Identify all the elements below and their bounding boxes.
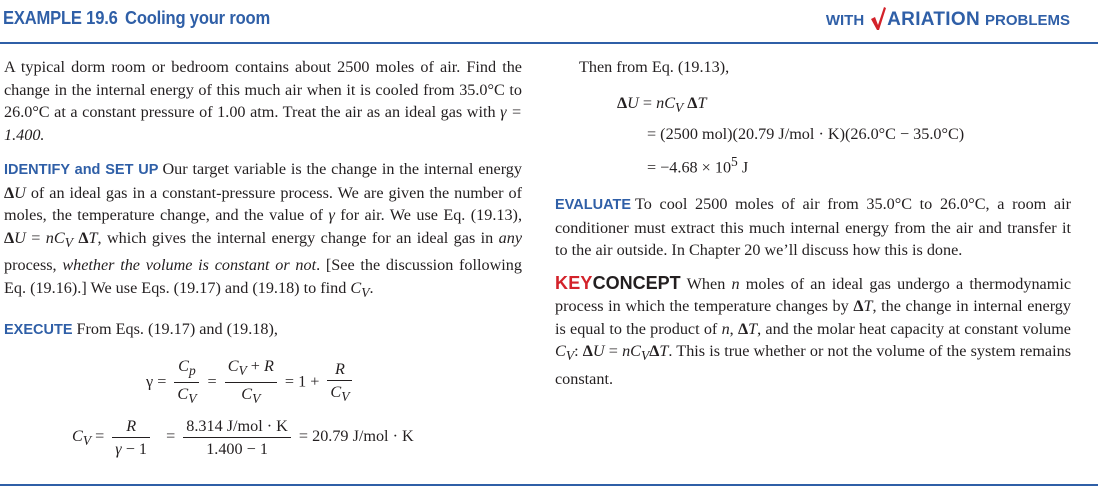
- key-concept-paragraph: KEYCONCEPT When n moles of an ideal gas undergo a thermodynamic process in which the temperature changes by ΔT, the change in internal energy is equal to the product of n, ΔT, and the molar heat capacity at constant volume $C_V$: $\Delta U = nC_V\Delta T$. This is true whether or not the volume of the system remains constant.: [555, 272, 1072, 388]
- checkmark-icon: [870, 6, 886, 34]
- gamma-equation: γ = $\frac{C_p}{C_V}$ = $\frac{C_V + R}{C_V}$ = 1 + $\frac{R}{C_V}$: [146, 356, 356, 409]
- then-text: Then from Eq. (19.13),: [579, 58, 730, 76]
- right-lower-column: [555, 193, 1071, 390]
- fraction: $\frac{R}{C_V}$: [327, 359, 352, 407]
- evaluate-paragraph: EVALUATE To cool 2500 moles of air from 35.0°C to 26.0°C, a room air conditioner must extract this much internal energy from the air and transfer it to the air outside. In Chapter 20 we’ll discuss how this is done.: [555, 195, 1071, 259]
- key-concept-key: KEY: [555, 272, 593, 293]
- fraction: $\frac{\text{8.314 J/mol · K}}{1.400 - 1}$: [183, 416, 291, 459]
- problems-label: PROBLEMS: [984, 12, 1070, 29]
- with-label: WITH: [825, 12, 865, 29]
- left-column: [4, 56, 522, 342]
- example-number: EXAMPLE 19.6: [3, 8, 118, 28]
- with-variation-badge: [826, 6, 1070, 34]
- right-column: [555, 56, 1071, 79]
- execute-paragraph: EXECUTE From Eqs. (19.17) and (19.18),: [4, 320, 278, 339]
- example-name: Cooling your room: [125, 8, 271, 28]
- cv-equation: $C_V$ = $\frac{R}{\gamma - 1}$ = $\frac{\text{8.314 J/mol · K}}{1.400 - 1}$ = 20.79 J/mol · K: [72, 417, 414, 458]
- execute-heading: EXECUTE: [4, 322, 73, 339]
- fraction: $\frac{R}{\gamma - 1}$: [112, 416, 150, 459]
- delta-u-equation: $\Delta U = nC_V$ ΔT = (2500 mol)(20.79 J/mol · K)(26.0°C − 35.0°C) = $-4.68 \times 10^5$ J: [617, 94, 965, 177]
- example-header: [0, 0, 1098, 44]
- evaluate-heading: EVALUATE: [555, 197, 631, 213]
- identify-heading: IDENTIFY and SET UP: [4, 162, 159, 178]
- example-title: [3, 8, 270, 29]
- fraction: $\frac{C_V + R}{C_V}$: [225, 356, 277, 409]
- identify-paragraph: IDENTIFY and SET UP Our target variable is the change in the internal energy ΔU of an ideal gas in a constant-pressure process. We are given the number of moles, the temperature change, and the value of γ for air. We use Eq. (19.13), $\Delta U = nC_V$ ΔT, which gives the internal energy change for an ideal gas in any process, whether the volume is constant or not. [See the discussion following Eq. (19.16).] We use Eqs. (19.17) and (19.18) to find $C_V$.: [4, 160, 522, 300]
- key-concept-concept: CONCEPT: [592, 272, 681, 293]
- bottom-rule: [0, 484, 1098, 486]
- variation-label: ARIATION: [887, 9, 980, 30]
- problem-statement: A typical dorm room or bedroom contains about 2500 moles of air. Find the change in the internal energy of this much air when it is cooled from 35.0°C to 26.0°C at a constant pressure of 1.00 atm. Treat the air as an ideal gas with γ = 1.400.: [4, 58, 522, 144]
- fraction: $\frac{C_p}{C_V}$: [174, 356, 199, 409]
